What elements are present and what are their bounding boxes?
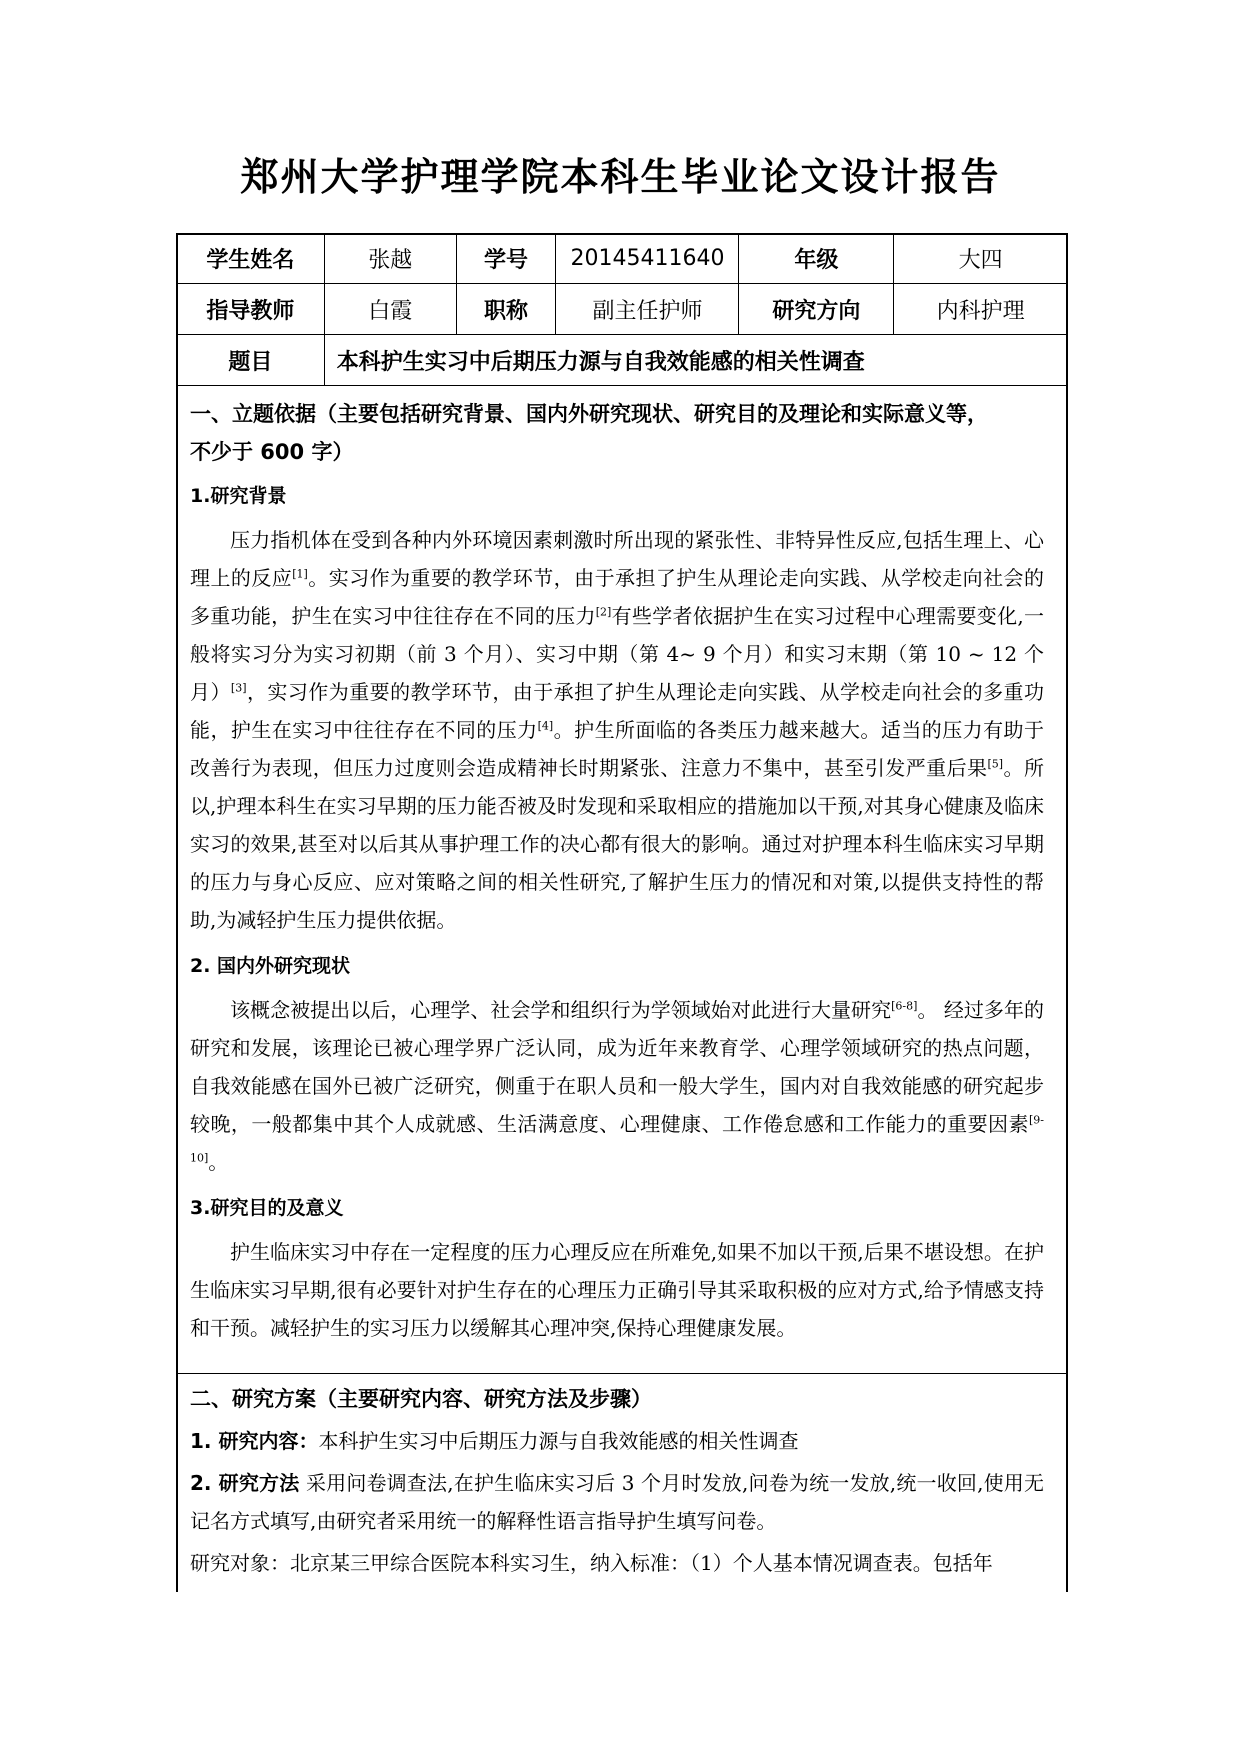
direction-label: 研究方向 [739, 284, 894, 335]
para-text: 该概念被提出以后，心理学、社会学和组织行为学领域始对此进行大量研究 [230, 998, 892, 1022]
advisor-label: 指导教师 [177, 284, 325, 335]
citation: [5] [987, 757, 1004, 771]
grade-label: 年级 [739, 233, 894, 284]
para-text: 有些学者依据护生在实习过程中心理需要变化,一般将实习分为实习初期（前 3 个月）、实习中期（第 4~ 9 个月）和实习末期（第 10 ~ 12 个月） [190, 604, 1045, 704]
research-content [190, 1422, 1044, 1460]
paragraph-background [190, 521, 1044, 939]
section-plan [178, 1380, 1056, 1586]
rank-label: 职称 [456, 284, 556, 335]
subheading-background: 1.研究背景 [190, 485, 287, 507]
section-basis [178, 395, 1056, 1355]
student-id-label: 学号 [456, 233, 556, 284]
advisor-value: 白霞 [324, 284, 456, 335]
direction-value: 内科护理 [894, 284, 1068, 335]
grade-value: 大四 [894, 233, 1068, 284]
citation: [6-8] [891, 999, 918, 1013]
paragraph-purpose: 护生临床实习中存在一定程度的压力心理反应在所难免,如果不加以干预,后果不堪设想。在护生临床实习早期,很有必要针对护生存在的心理压力正确引导其采取积极的应对方式,给予情感支持和干预。减轻护生的实习压力以缓解其心理冲突,保持心理健康发展。 [190, 1240, 1044, 1340]
research-method-text: 采用问卷调查法,在护生临床实习后 3 个月时发放,问卷为统一发放,统一收回,使用无记名方式填写,由研究者采用统一的解释性语言指导护生填写问卷。 [190, 1471, 1044, 1533]
para-text: 。所以,护理本科生在实习早期的压力能否被及时发现和采取相应的措施加以干预,对其身心健康及临床实习的效果,甚至对以后其从事护理工作的决心都有很大的影响。通过对护理本科生临床实习早期的压力与身心反应、应对策略之间的相关性研究,了解护生压力的情况和对策,以提供支持性的帮助,为减轻护生压力提供依据。 [190, 756, 1045, 932]
info-row-2 [177, 284, 1068, 335]
para-text: ，实习作为重要的教学环节，由于承担了护生从理论走向实践、从学校走向社会的多重功能，护生在实习中往往存在不同的压力 [190, 680, 1045, 742]
citation: [3] [230, 681, 247, 695]
citation: [9-10] [190, 1113, 1044, 1165]
citation: [2] [595, 605, 612, 619]
subject-label: 题目 [177, 335, 325, 386]
research-subjects: 研究对象：北京某三甲综合医院本科实习生，纳入标准：（1）个人基本情况调查表。包括年 [190, 1551, 993, 1575]
section-plan-heading: 二、研究方案（主要研究内容、研究方法及步骤） [190, 1387, 652, 1411]
research-method-label: 2. 研究方法 [190, 1471, 300, 1495]
student-name-value: 张越 [324, 233, 456, 284]
para-text: 压力指机体在受到各种内外环境因素刺激时所出现的紧张性、非特异性反应,包括生理上、心理上的反应 [190, 528, 1044, 590]
student-name-label: 学生姓名 [177, 233, 325, 284]
para-text: 。实习作为重要的教学环节，由于承担了护生从理论走向实践、从学校走向社会的多重功能，护生在实习中往往存在不同的压力 [190, 566, 1045, 628]
subject-value: 本科护生实习中后期压力源与自我效能感的相关性调查 [324, 335, 1067, 386]
para-text: 。 [208, 1150, 229, 1174]
info-row-3 [177, 335, 1068, 386]
rank-value: 副主任护师 [556, 284, 739, 335]
subheading-purpose: 3.研究目的及意义 [190, 1197, 344, 1219]
info-row-1 [177, 233, 1068, 284]
section-basis-heading-line2: 不少于 600 字） [190, 440, 354, 464]
section-basis-heading-line1: 一、立题依据（主要包括研究背景、国内外研究现状、研究目的及理论和实际意义等， [190, 402, 988, 426]
paragraph-status [190, 991, 1044, 1181]
para-text: 。护生所面临的各类压力越来越大。适当的压力有助于改善行为表现，但压力过度则会造成精神长时期紧张、注意力不集中，甚至引发严重后果 [190, 718, 1045, 780]
research-content-label: 1. 研究内容： [190, 1429, 319, 1453]
citation: [4] [537, 719, 554, 733]
page-title: 郑州大学护理学院本科生毕业论文设计报告 [240, 155, 1001, 199]
research-method [190, 1464, 1044, 1540]
citation: [1] [292, 567, 308, 581]
para-text: 。 经过多年的研究和发展，该理论已被心理学界广泛认同，成为近年来教育学、心理学领域研究的热点问题，自我效能感在国外已被广泛研究，侧重于在职人员和一般大学生，国内对自我效能感的研究起步较晚，一般都集中其个人成就感、生活满意度、心理健康、工作倦怠感和工作能力的重要因素 [190, 998, 1044, 1136]
section-divider [176, 1373, 1068, 1374]
section-basis-heading [190, 395, 1044, 471]
subheading-status: 2. 国内外研究现状 [190, 955, 351, 977]
student-id-value: 20145411640 [556, 233, 739, 284]
info-table [176, 233, 1068, 386]
research-content-text: 本科护生实习中后期压力源与自我效能感的相关性调查 [318, 1429, 799, 1453]
